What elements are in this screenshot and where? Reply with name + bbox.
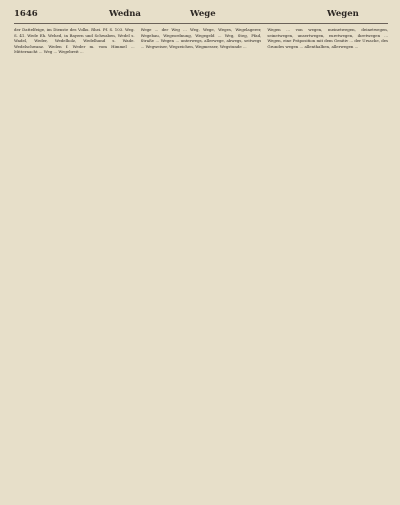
column-3-text: Wegen ... von wegen, meinetwegen, deinetwegen, seinetwegen, unsertwegen, euretwegen, ihretwegen ... Wegen, eine Präposition mit dem Genitiv ... der Ursache, des Grundes wegen ... allenthalben, allerwegen ... xyxy=(267,27,388,49)
column-2-text: Wege ... der Weg ... Weg, Wege, Weges, Wegelagerer, Wegebau, Wegeordnung, Wegegeld ... Weg, Steg, Pfad, Straße ... Wegen ... unterwegs, allerwege, abwegs, seitwegs ... Wegweiser, Wegzeichen, Wegmesser, Wegstunde ... xyxy=(140,27,262,49)
text-column-1 xyxy=(14,27,135,505)
page-header xyxy=(14,9,388,21)
column-1-text: der Dattelfeige, im Dienste des Volks. Rhei. Pf. S. 103. Weg. S. 41. Wede Eh. Wehed, in Bayern und Schwaben, Wedel s. Wadel, Weder, Wedelholz, Wedelhund s. Wade. Wedelschwanz. Weden f. Weder m. vom Himmel ... Mitternacht ... Weg ... Wegebreit ... xyxy=(14,27,135,55)
text-column-3 xyxy=(267,27,388,505)
text-columns xyxy=(14,27,388,505)
header-keyword-middle: Wege xyxy=(190,9,216,19)
text-column-2 xyxy=(141,27,262,505)
header-rule xyxy=(14,23,388,24)
page-number: 1646 xyxy=(14,9,38,19)
header-keyword-right: Wegen xyxy=(327,9,359,19)
header-keyword-left: Wedna xyxy=(109,9,141,19)
